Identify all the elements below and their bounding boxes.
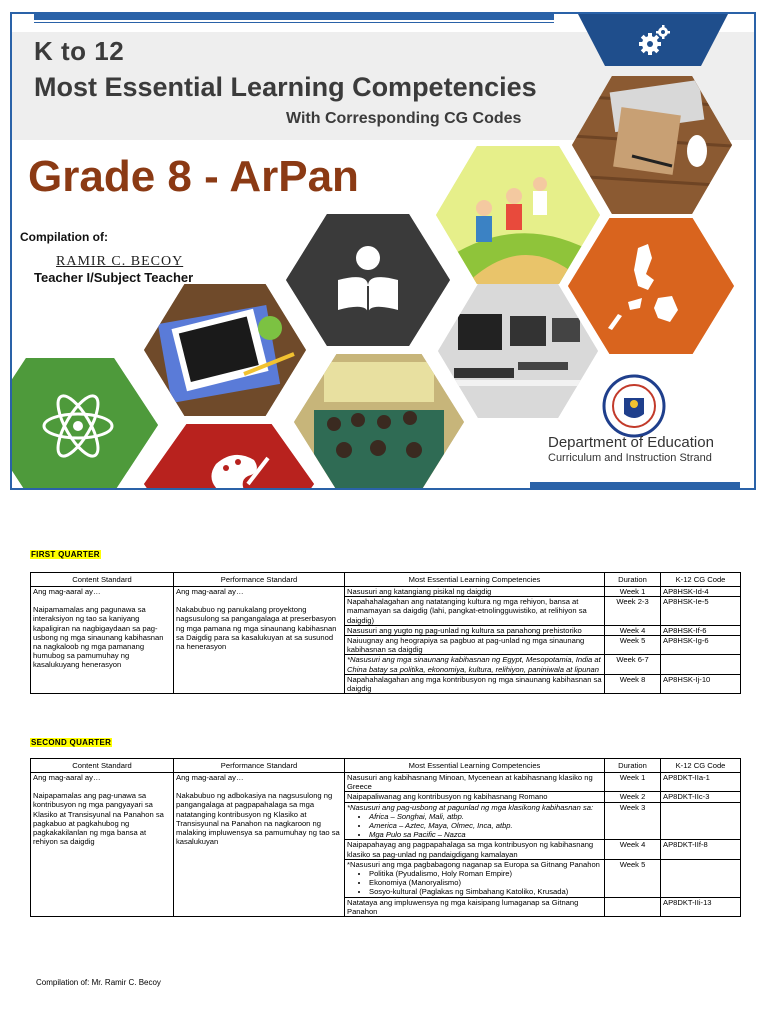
melc-text: *Nasusuri ang mga pagbabagong naganap sa Europa sa Gitnang Panahon (347, 859, 600, 869)
computer-lab-image (438, 284, 598, 418)
duration-cell (605, 897, 661, 916)
melc-cell: Naipapahayag ang pagpapahalaga sa mga kontribusyon ng kabihasnang klasiko sa pag-unlad ng pandaigdigang kamalayan (345, 840, 605, 859)
cg-code-cell: AP8HSK-Ij-10 (661, 674, 741, 693)
header-cg-code: K-12 CG Code (661, 573, 741, 587)
duration-cell: Week 6-7 (605, 655, 661, 674)
atom-icon-tile (10, 358, 158, 490)
header-content-standard: Content Standard (31, 759, 174, 773)
list-item: • Ekonomiya (Manoryalismo) (369, 878, 602, 887)
duration-cell: Week 1 (605, 587, 661, 597)
strand-label: Curriculum and Instruction Strand (548, 452, 712, 464)
performance-standard-intro: Ang mag-aaral ay… (176, 587, 244, 596)
top-accent-bar (34, 14, 554, 20)
cg-subtitle: With Corresponding CG Codes (286, 110, 522, 127)
bullet-list (369, 869, 602, 897)
table-header-row (31, 573, 741, 587)
melc-title: Most Essential Learning Competencies (34, 72, 537, 102)
philippines-map-tile (568, 218, 734, 354)
duration-cell: Week 2 (605, 792, 661, 802)
content-standard-cell (31, 587, 174, 694)
cg-code-cell (661, 859, 741, 897)
performance-standard-text: Nakabubuo ng adbokasiya na nagsusulong ng pangangalaga at pagpapahalaga sa mga natatanging kontribusyon ng Klasiko at Transisyunal na Panahon na nagkaroon ng malaking impluwensya sa pamumuhay ng tao sa kasalukuyan (176, 791, 340, 847)
melc-cell: Nasusuri ang katangiang pisikal ng daigdig (345, 587, 605, 597)
list-item: • Africa – Songhai, Mali, atbp. (369, 812, 602, 821)
classroom-image (294, 354, 464, 490)
list-item: • Mga Pulo sa Pacific – Nazca (369, 830, 602, 839)
duration-cell: Week 1 (605, 773, 661, 792)
melc-cell: Naipapaliwanag ang kontribusyon ng kabihasnang Romano (345, 792, 605, 802)
content-standard-text: Naipamamalas ang pagunawa sa interaksiyon ng tao sa kaniyang kapaligiran na nagbigaydaan sa pag-usbong ng mga sinaunang kabihasnan na nagkaloob ng mga pamanang humubog sa pamumuhay ng kasalukuyang henerasyon (33, 605, 164, 670)
duration-cell: Week 5 (605, 859, 661, 897)
children-walking-image (436, 146, 600, 284)
compiler-name: RAMIR C. BECOY (56, 254, 184, 269)
cg-code-cell: AP8DKT-IIa-1 (661, 773, 741, 792)
cg-code-cell: AP8DKT-IIc-3 (661, 792, 741, 802)
list-item: • Politika (Pyudalismo, Holy Roman Empire) (369, 869, 602, 878)
first-quarter-label: FIRST QUARTER (31, 550, 100, 559)
performance-standard-intro: Ang mag-aaral ay… (176, 773, 244, 782)
duration-cell: Week 3 (605, 802, 661, 840)
second-quarter-label: SECOND QUARTER (31, 738, 112, 747)
header-melc: Most Essential Learning Competencies (345, 573, 605, 587)
header-content-standard: Content Standard (31, 573, 174, 587)
compiler-role: Teacher I/Subject Teacher (34, 270, 194, 285)
table-header-row (31, 759, 741, 773)
reading-icon-tile (286, 214, 450, 346)
content-standard-text: Naipapamalas ang pag-unawa sa kontribusyon ng mga pangyayari sa Klasiko at Transisyunal na Panahon sa pagkabuo at pagkahubog ng pagkakakilanlan ng mga bansa at rehiyon sa daigdig (33, 791, 164, 847)
header-duration: Duration (605, 573, 661, 587)
melc-cell (345, 859, 605, 897)
content-standard-intro: Ang mag-aaral ay… (33, 587, 101, 596)
bottom-accent-bar (530, 482, 740, 488)
header-performance-standard: Performance Standard (174, 759, 345, 773)
duration-cell: Week 4 (605, 625, 661, 635)
cover-panel (10, 12, 756, 490)
list-item: • Sosyo-kultural (Paglakas ng Simbahang Katoliko, Krusada) (369, 887, 602, 896)
content-standard-intro: Ang mag-aaral ay… (33, 773, 101, 782)
melc-cell (345, 802, 605, 840)
performance-standard-cell (174, 773, 345, 917)
duration-cell: Week 8 (605, 674, 661, 693)
list-item: • America – Aztec, Maya, Olmec, Inca, atbp. (369, 821, 602, 830)
cg-code-cell: AP8HSK-Ie-5 (661, 597, 741, 626)
tablet-books-image (144, 284, 306, 416)
melc-cell: *Nasusuri ang mga sinaunang kabihasnan ng Egypt, Mesopotamia, India at China batay sa politika, ekonomiya, kultura, relihiyon, paniniwala at lipunan (345, 655, 605, 674)
k12-title: K to 12 (34, 36, 125, 66)
footer-compilation: Compilation of: Mr. Ramir C. Becoy (36, 978, 161, 987)
duration-cell: Week 4 (605, 840, 661, 859)
duration-cell: Week 2-3 (605, 597, 661, 626)
melc-text: *Nasusuri ang pag-usbong at pagunlad ng mga klasikong kabihasnan sa: (347, 802, 594, 812)
header-duration: Duration (605, 759, 661, 773)
melc-cell: Natataya ang impluwensya ng mga kaisipang lumaganap sa Gitnang Panahon (345, 897, 605, 916)
cg-code-cell: AP8HSK-If-6 (661, 625, 741, 635)
content-standard-cell (31, 773, 174, 917)
melc-cell: Nasusuri ang kabihasnang Minoan, Mycenean at kabihasnang klasiko ng Greece (345, 773, 605, 792)
cg-code-cell: AP8DKT-IIf-8 (661, 840, 741, 859)
header-cg-code: K-12 CG Code (661, 759, 741, 773)
performance-standard-text: Nakabubuo ng panukalang proyektong nagsusulong sa pangangalaga at preserbasyon ng mga pamana ng mga sinaunang kabihasnan sa Daigdig para sa kasalukuyan at sa susunod na henerasyon (176, 605, 337, 652)
header-performance-standard: Performance Standard (174, 573, 345, 587)
cg-code-cell (661, 802, 741, 840)
paint-palette-tile (144, 424, 314, 490)
first-quarter-table (30, 572, 741, 694)
melc-cell: Naiuugnay ang heograpiya sa pagbuo at pag-unlad ng mga sinaunang kabihasnan sa daigdig (345, 636, 605, 655)
deped-seal-icon (602, 374, 666, 438)
second-quarter-table (30, 758, 741, 917)
deped-label: Department of Education (548, 434, 714, 451)
top-accent-line (34, 22, 554, 23)
cg-code-cell: AP8HSK-Ig-6 (661, 636, 741, 655)
performance-standard-cell (174, 587, 345, 694)
cg-code-cell: AP8HSK-Id-4 (661, 587, 741, 597)
melc-cell: Nasusuri ang yugto ng pag-unlad ng kultura sa panahong prehistoriko (345, 625, 605, 635)
melc-cell: Napahahalagahan ang natatanging kultura ng mga rehiyon, bansa at mamamayan sa daigdig (lahi, pangkat-etnolingguwistiko, at relihiyon sa daigdig) (345, 597, 605, 626)
table-row (31, 773, 741, 792)
header-melc: Most Essential Learning Competencies (345, 759, 605, 773)
cg-code-cell: AP8DKT-IIi-13 (661, 897, 741, 916)
table-row (31, 587, 741, 597)
gears-icon (634, 20, 674, 60)
grade-title: Grade 8 - ArPan (28, 152, 359, 201)
duration-cell: Week 5 (605, 636, 661, 655)
compilation-label: Compilation of: (20, 230, 108, 244)
bullet-list (369, 812, 602, 840)
melc-cell: Napahahalagahan ang mga kontribusyon ng mga sinaunang kabihasnan sa daigdig (345, 674, 605, 693)
cg-code-cell (661, 655, 741, 674)
